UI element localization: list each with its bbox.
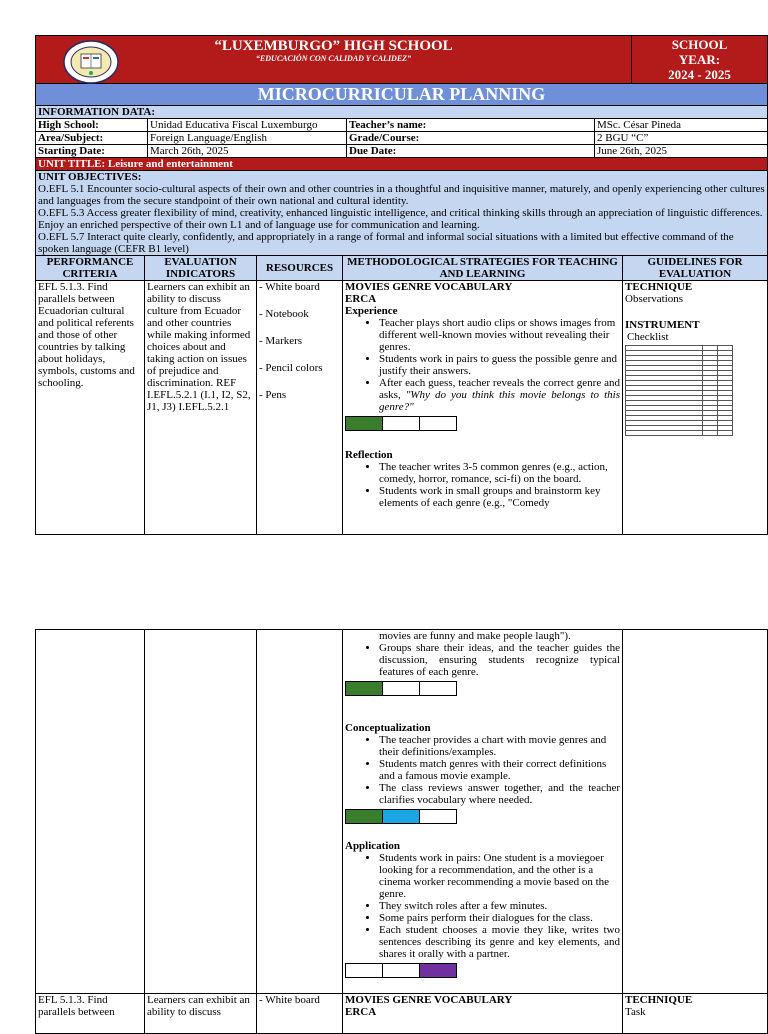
performance-criteria: EFL 5.1.3. Find parallels between	[36, 994, 145, 1034]
progress-bar	[345, 963, 620, 978]
checklist-thumbnail	[625, 345, 733, 436]
col-header-strategies: METHODOLOGICAL STRATEGIES FOR TEACHING AND LEARNING	[343, 256, 623, 281]
instrument-title: INSTRUMENT	[625, 319, 700, 331]
conceptualization-title: Conceptualization	[345, 722, 431, 734]
document-title: MICROCURRICULAR PLANNING	[36, 84, 768, 106]
technique-title: TECHNIQUE	[625, 994, 693, 1006]
bar-segment-empty	[382, 681, 420, 696]
info-value: MSc. César Pineda	[595, 119, 768, 132]
evaluation-indicators: Learners can exhibit an ability to discuss	[145, 994, 257, 1034]
objective: O.EFL 5.7 Interact quite clearly, confidently, and appropriately in a range of formal and informal social situations with a limited but effective command of the spoken language (CEFR B1 level)	[38, 231, 734, 255]
list-item: • The class reviews answer together, and the teacher clarifies vocabulary where needed.	[379, 782, 620, 806]
resource-item: - White board	[259, 281, 320, 293]
guidelines-cell	[623, 994, 768, 1034]
objective: O.EFL 5.3 Access greater flexibility of mind, creativity, enhanced linguistic intelligence, and critical thinking skills through an appreciation of linguistic differences. Enjoy an enriched perspective of their own L1 and of language use for communication and learning.	[38, 207, 763, 231]
unit-objectives	[36, 171, 768, 256]
progress-bar	[345, 681, 620, 696]
evaluation-indicators: Learners can exhibit an ability to discuss culture from Ecuador and other countries while making informed choices about and taking action on issues of prejudice and discrimination. REF I.EFL.5.2.1 (I.1, I2, S2, J1, J3) I.EFL.5.2.1	[145, 281, 257, 535]
bar-segment-empty	[419, 416, 457, 431]
info-value: March 26th, 2025	[148, 145, 347, 158]
info-label: Due Date:	[347, 145, 595, 158]
resource-item: - Pens	[259, 389, 287, 401]
bar-segment-empty	[345, 963, 383, 978]
bar-segment-filled	[382, 809, 420, 824]
bar-segment-empty	[382, 963, 420, 978]
list-item: • The teacher provides a chart with movie genres and their definitions/examples.	[379, 734, 620, 758]
reflection-list-continued	[345, 630, 620, 678]
list-item: • Groups share their ideas, and the teacher guides the discussion, ensuring students recognize typical features of each genre.	[379, 642, 620, 678]
application-title: Application	[345, 840, 401, 852]
list-item: • Some pairs perform their dialogues for the class.	[379, 912, 620, 924]
reflection-list	[345, 461, 620, 509]
strategies-cell	[343, 994, 623, 1034]
list-item: • They switch roles after a few minutes.	[379, 900, 620, 912]
bar-segment-filled	[345, 809, 383, 824]
list-item: • Each student chooses a movie they like, writes two sentences describing its genre and key elements, and shares it orally with a partner.	[379, 924, 620, 960]
experience-title: Experience	[345, 305, 398, 317]
col-header-indicators: EVALUATION INDICATORS	[145, 256, 257, 281]
erca-label: ERCA	[345, 1006, 377, 1018]
info-table	[35, 105, 768, 256]
list-item: • Teacher plays short audio clips or shows images from different well-known movies without revealing their genres.	[379, 317, 620, 353]
resource-item: - White board	[257, 994, 343, 1034]
progress-bar	[345, 809, 620, 824]
strategies-cell	[343, 281, 623, 535]
erca-label: ERCA	[345, 293, 377, 305]
list-item-quote: "Why do you think this movie belongs to this genre?"	[379, 389, 620, 413]
list-item: • The teacher writes 3-5 common genres (e.g., action, comedy, horror, romance, sci-fi) on the board.	[379, 461, 620, 485]
info-label: Starting Date:	[36, 145, 148, 158]
list-item-text: After each guess, teacher reveals the correct genre and asks,	[379, 377, 620, 401]
col-header-criteria: PERFORMANCE CRITERIA	[36, 256, 145, 281]
objective: O.EFL 5.1 Encounter socio-cultural aspects of their own and other countries in a thoughtful and inquisitive manner, maturely, and openly experiencing other cultures and languages from the secure standpoint of their own national and cultural identity.	[38, 183, 765, 207]
info-label: High School:	[36, 119, 148, 132]
bar-segment-empty	[382, 416, 420, 431]
planning-table-continued	[35, 629, 768, 1034]
bar-segment-filled	[419, 963, 457, 978]
bar-segment-filled	[345, 681, 383, 696]
year-label-1: SCHOOL	[671, 37, 728, 52]
page-2	[35, 629, 767, 1034]
list-item: movies are funny and make people laugh").	[379, 630, 571, 642]
resource-item: - Notebook	[259, 308, 309, 320]
strategy-title: MOVIES GENRE VOCABULARY	[345, 994, 513, 1006]
resources-list	[257, 281, 343, 535]
technique-value: Task	[625, 1006, 646, 1018]
info-value: Unidad Educativa Fiscal Luxemburgo	[148, 119, 347, 132]
application-list	[345, 852, 620, 960]
info-title: INFORMATION DATA:	[36, 106, 768, 119]
conceptualization-list	[345, 734, 620, 806]
unit-title: UNIT TITLE: Leisure and entertainment	[36, 158, 768, 171]
school-year-cell	[632, 36, 768, 84]
strategy-title: MOVIES GENRE VOCABULARY	[345, 281, 513, 293]
experience-list	[345, 317, 620, 413]
school-name: “LUXEMBURGO” HIGH SCHOOL	[214, 38, 453, 54]
performance-criteria: EFL 5.1.3. Find parallels between Ecuadorian cultural and political referents and those of other countries by talking about holidays, symbols, customs and schooling.	[36, 281, 145, 535]
strategies-cell-continued	[343, 630, 623, 994]
bar-segment-filled	[345, 416, 383, 431]
col-header-guidelines: GUIDELINES FOR EVALUATION	[623, 256, 768, 281]
info-label: Teacher’s name:	[347, 119, 595, 132]
page-1	[35, 35, 767, 535]
list-item: • Students work in pairs: One student is a moviegoer looking for a recommendation, and the other is a cinema worker recommending a movie based on the genre.	[379, 852, 620, 900]
info-value: 2 BGU “C”	[595, 132, 768, 145]
info-label: Grade/Course:	[347, 132, 595, 145]
instrument-value: Checklist	[627, 331, 669, 343]
bar-segment-empty	[419, 809, 457, 824]
info-value: June 26th, 2025	[595, 145, 768, 158]
progress-bar	[345, 416, 620, 431]
technique-value: Observations	[625, 293, 684, 305]
list-item: • Students match genres with their correct definitions and a famous movie example.	[379, 758, 620, 782]
list-item: • Students work in small groups and brainstorm key elements of each genre (e.g., "Comedy	[379, 485, 620, 509]
col-header-resources: RESOURCES	[257, 256, 343, 281]
bar-segment-empty	[419, 681, 457, 696]
info-value: Foreign Language/English	[148, 132, 347, 145]
year-label-2: YEAR:	[678, 52, 721, 67]
resource-item: - Markers	[259, 335, 303, 347]
list-item	[379, 377, 620, 413]
planning-table	[35, 255, 768, 535]
school-logo	[62, 40, 120, 84]
resource-item: - Pencil colors	[259, 362, 323, 374]
header-table	[35, 35, 768, 106]
list-item: • Students work in pairs to guess the possible genre and justify their answers.	[379, 353, 620, 377]
objectives-title: UNIT OBJECTIVES:	[38, 171, 142, 183]
guidelines-cell	[623, 281, 768, 535]
year-value: 2024 - 2025	[668, 67, 731, 82]
technique-title: TECHNIQUE	[625, 281, 693, 293]
info-label: Area/Subject:	[36, 132, 148, 145]
reflection-title: Reflection	[345, 449, 393, 461]
school-motto: “EDUCACIÓN CON CALIDAD Y CALIDEZ”	[255, 54, 412, 63]
